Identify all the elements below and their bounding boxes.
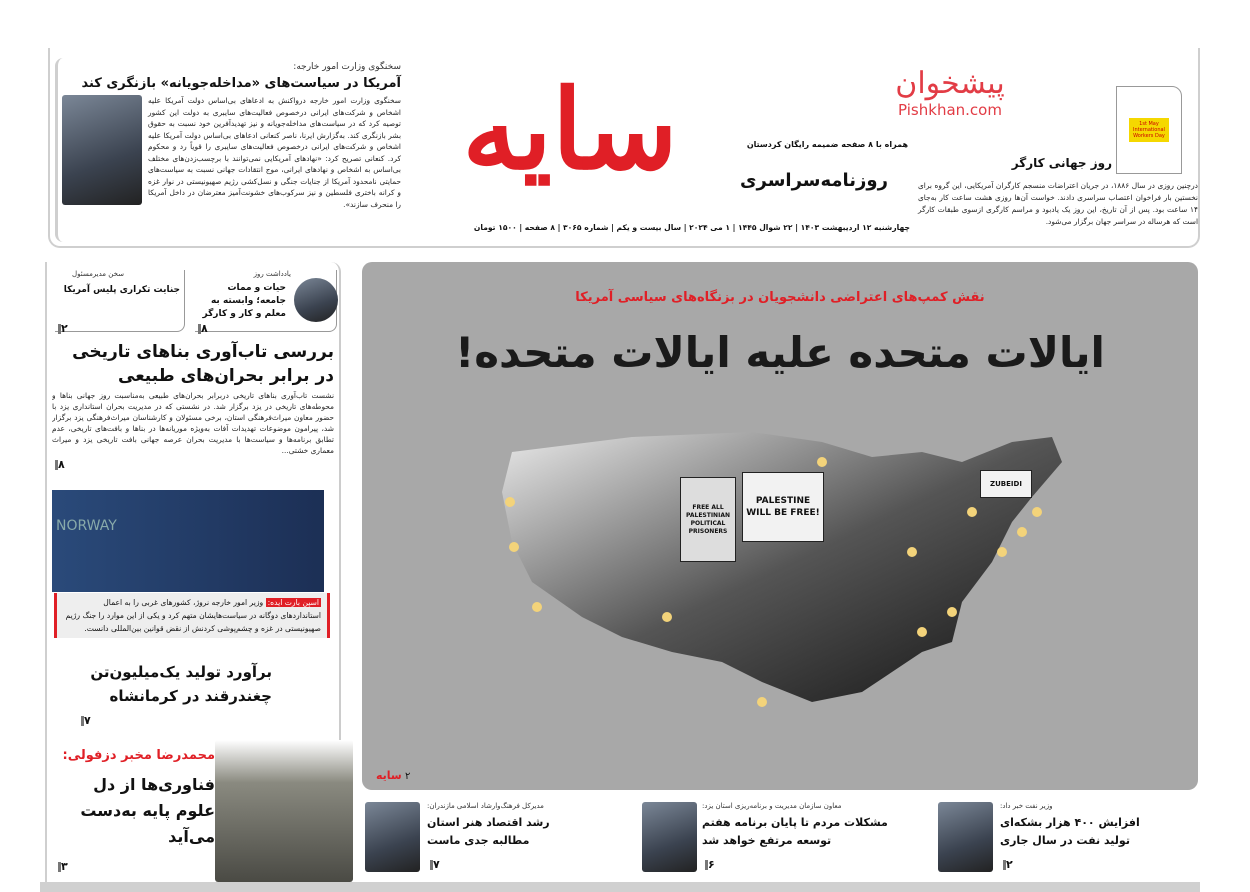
sign-text-zubeidi: ZUBEIDI (990, 480, 1022, 488)
bottom-kicker: معاون سازمان مدیریت و برنامه‌ریزی استان یزد: (702, 802, 842, 810)
protest-sign-prisoners (680, 477, 736, 562)
main-feature-panel (362, 262, 1198, 790)
photo-backdrop-text: NORWAY (56, 518, 117, 534)
top-left-article (55, 58, 407, 242)
article-content (62, 95, 401, 210)
pishkhan-watermark (880, 66, 1020, 119)
main-kicker: نقش کمپ‌های اعتراضی دانشجویان در بزنگاه‌های سیاسی آمریکا (575, 290, 985, 305)
bottom-item-oil (938, 802, 1198, 874)
bottom-page: ۲ (1000, 858, 1013, 871)
photo-caption (54, 593, 330, 638)
newspaper-logo: سایه (462, 65, 678, 194)
story-heritage (52, 340, 334, 488)
bottom-title: رشد اقتصاد هنر استان مطالبه جدی ماست (427, 816, 550, 847)
badge-text: 1st May International Workers Day (1129, 118, 1169, 142)
caption-name: اسپن بارت ایده: (267, 598, 319, 607)
story-heritage-page: ۸ (52, 458, 334, 471)
main-headline: ایالات متحده علیه ایالات متحده! (455, 328, 1105, 377)
oil-minister-photo (938, 802, 993, 872)
story-tech-page: ۳ (55, 860, 68, 873)
article-title: آمریکا در سیاست‌های «مداخله‌جویانه» بازنگری کند (81, 76, 401, 91)
protest-sign-zubeidi (980, 470, 1032, 498)
footer-bar (40, 882, 1200, 892)
note-of-day (195, 270, 337, 335)
bottom-kicker: وزیر نفت خبر داد: (1000, 802, 1053, 810)
mazandaran-official-photo (365, 802, 420, 872)
story-sugarbeet-title: برآورد تولید یک‌میلیون‌تن چغندرقند در کرمانشاه (90, 663, 272, 705)
protest-sign-palestine (742, 472, 824, 542)
story-heritage-title: بررسی تاب‌آوری بناهای تاریخی در برابر بحران‌های طبیعی (72, 342, 334, 386)
bottom-page: ۷ (427, 858, 440, 871)
story-sugarbeet-page: ۷ (78, 714, 91, 727)
note-page: ۸ (195, 322, 208, 335)
bottom-kicker: مدیرکل فرهنگ‌وارشاد اسلامی مازندران: (427, 802, 544, 810)
bottom-title: مشکلات مردم تا پایان برنامه هفتم توسعه مرتفع خواهد شد (702, 816, 888, 847)
editor-title: جنایت تکراری پلیس آمریکا (63, 285, 180, 295)
note-label: یادداشت روز (253, 270, 291, 278)
article-body: سخنگوی وزارت امور خارجه درواکنش به ادعاهای بی‌اساس دولت آمریکا علیه اشخاص و شرکت‌های ایرانی درخصوص فعالیت‌های سایبری به دولت این کشور توصیه کرد که در سیاست‌های مداخله‌جویانه و نیز تهدیدآفرین خود نسبت به حقوق بشر بازنگری کند. به‌گزارش ایرنا، ناصر کنعانی ادعاهای بی‌اساس دولت آمریکا علیه اشخاص و شرکت‌های ایرانی درخصوص فعالیت‌های سایبری را قویاً رد و محکوم کرد. کنعانی تصریح کرد: «نهادهای آمریکایی نمی‌توانند با برچسب‌زدن‌های مختلف بی‌اساس به اشخاص و نهادهای ایرانی، موج انتقادات جهانی نسبت به سیاست‌های حمایتی نامحدود آمریکا از جنایات جنگی و نسل‌کشی رژیم صهیونیستی در نوار غزه و کرانه باختری فلسطین و نیز سرکوب‌های خشونت‌آمیز معترضان در داخل آمریکا را منحرف سازند». (148, 96, 401, 209)
story-tech-title: فناوری‌ها از دل علوم پایه به‌دست می‌آید (80, 775, 215, 846)
watermark-en: Pishkhan.com (898, 101, 1002, 119)
note-title: حیات و ممات جامعه؛ وابسته به معلم و کار و کارگر (202, 283, 286, 319)
story-heritage-body: نشست تاب‌آوری بناهای تاریخی دربرابر بحران‌های طبیعی به‌مناسبت روز جهانی بناها و محوطه‌های تاریخی در یزد برگزار شد. در نشستی که در مدیریت بحران استانداری یزد با حضور معاون میراث‌فرهنگی استان، برخی مسئولان و کارشناسان میراث‌فرهنگی یزد برگزار شد، پیرامون موضوعات تهدیدات آفات به‌ویژه موریانه‌ها در بناها و بافت‌های تاریخی، عدم تطابق برنامه‌ها و سیاست‌ها با مدیریت بحران عرصه جهانی بافت تاریخی یزد و میراث معماری خشتی... (52, 391, 334, 455)
caption-text: وزیر امور خارجه نروژ، کشورهای غربی را به اعمال استانداردهای دوگانه در سیاست‌هایشان متهم کرد و یکی از این موارد را جنگ رژیم صهیونیستی در غزه و چشم‌پوشی کردنش از نقض قوانین بین‌المللی دانست. (65, 598, 321, 633)
editor-page: ۲ (55, 322, 68, 335)
dateline: چهارشنبه ۱۲ اردیبهشت ۱۴۰۳ | ۲۲ شوال ۱۴۴۵ | ۱ می ۲۰۲۴ | سال بیست و یکم | شماره ۳۰۶۵ | ۸ صفحه | ۱۵۰۰ تومان (473, 223, 910, 232)
sign-text-palestine: PALESTINE WILL BE FREE! (746, 496, 820, 518)
workers-day-badge (1116, 86, 1182, 174)
yazd-official-photo (642, 802, 697, 872)
spokesman-photo (62, 95, 142, 205)
us-map-protest-photo (492, 402, 1072, 722)
editor-label: سخن مدیرمسئول (72, 270, 124, 278)
editor-column (55, 270, 185, 335)
mini-logo: سایه (376, 769, 402, 782)
bottom-title: افزایش ۴۰۰ هزار بشکه‌ای تولید نفت در سال جاری (1000, 816, 1140, 847)
masthead-subtitle: روزنامه‌سراسری (740, 170, 888, 191)
dezfuli-photo (215, 740, 353, 882)
article-kicker: سخنگوی وزارت امور خارجه: (293, 62, 401, 72)
main-page-ref (376, 769, 410, 782)
watermark-fa: پیشخوان (895, 66, 1005, 101)
supplement-note: همراه با ۸ صفحه ضمیمه رایگان کردستان (746, 140, 908, 149)
bottom-page: ۶ (702, 858, 715, 871)
author-photo (294, 278, 338, 322)
main-page-number: ۲ (404, 771, 411, 782)
workers-day-title: روز جهانی کارگر (1011, 156, 1112, 170)
story-tech-kicker: محمدرضا مخبر دزفولی: (62, 748, 215, 763)
bottom-item-yazd (640, 802, 910, 874)
sign-text-prisoners: FREE ALL PALESTINIAN POLITICAL PRISONERS (686, 503, 730, 535)
bottom-item-art (365, 802, 615, 874)
workers-day-body: درچنین روزی در سال ۱۸۸۶، در جریان اعتراضات منسجم کارگران آمریکایی، این گروه برای نخستین بار فراخوان اعتصاب سراسری دادند. خواست آن‌ها روزی هشت ساعت کار به‌جای ۱۴ ساعت بود. پس از آن تاریخ، این روز یک یادبود و مراسم کارگری ازسوی طبقات کارگر است که هرساله در سراسر جهان برگزار می‌شود. (918, 181, 1198, 226)
norway-minister-photo (52, 490, 324, 592)
